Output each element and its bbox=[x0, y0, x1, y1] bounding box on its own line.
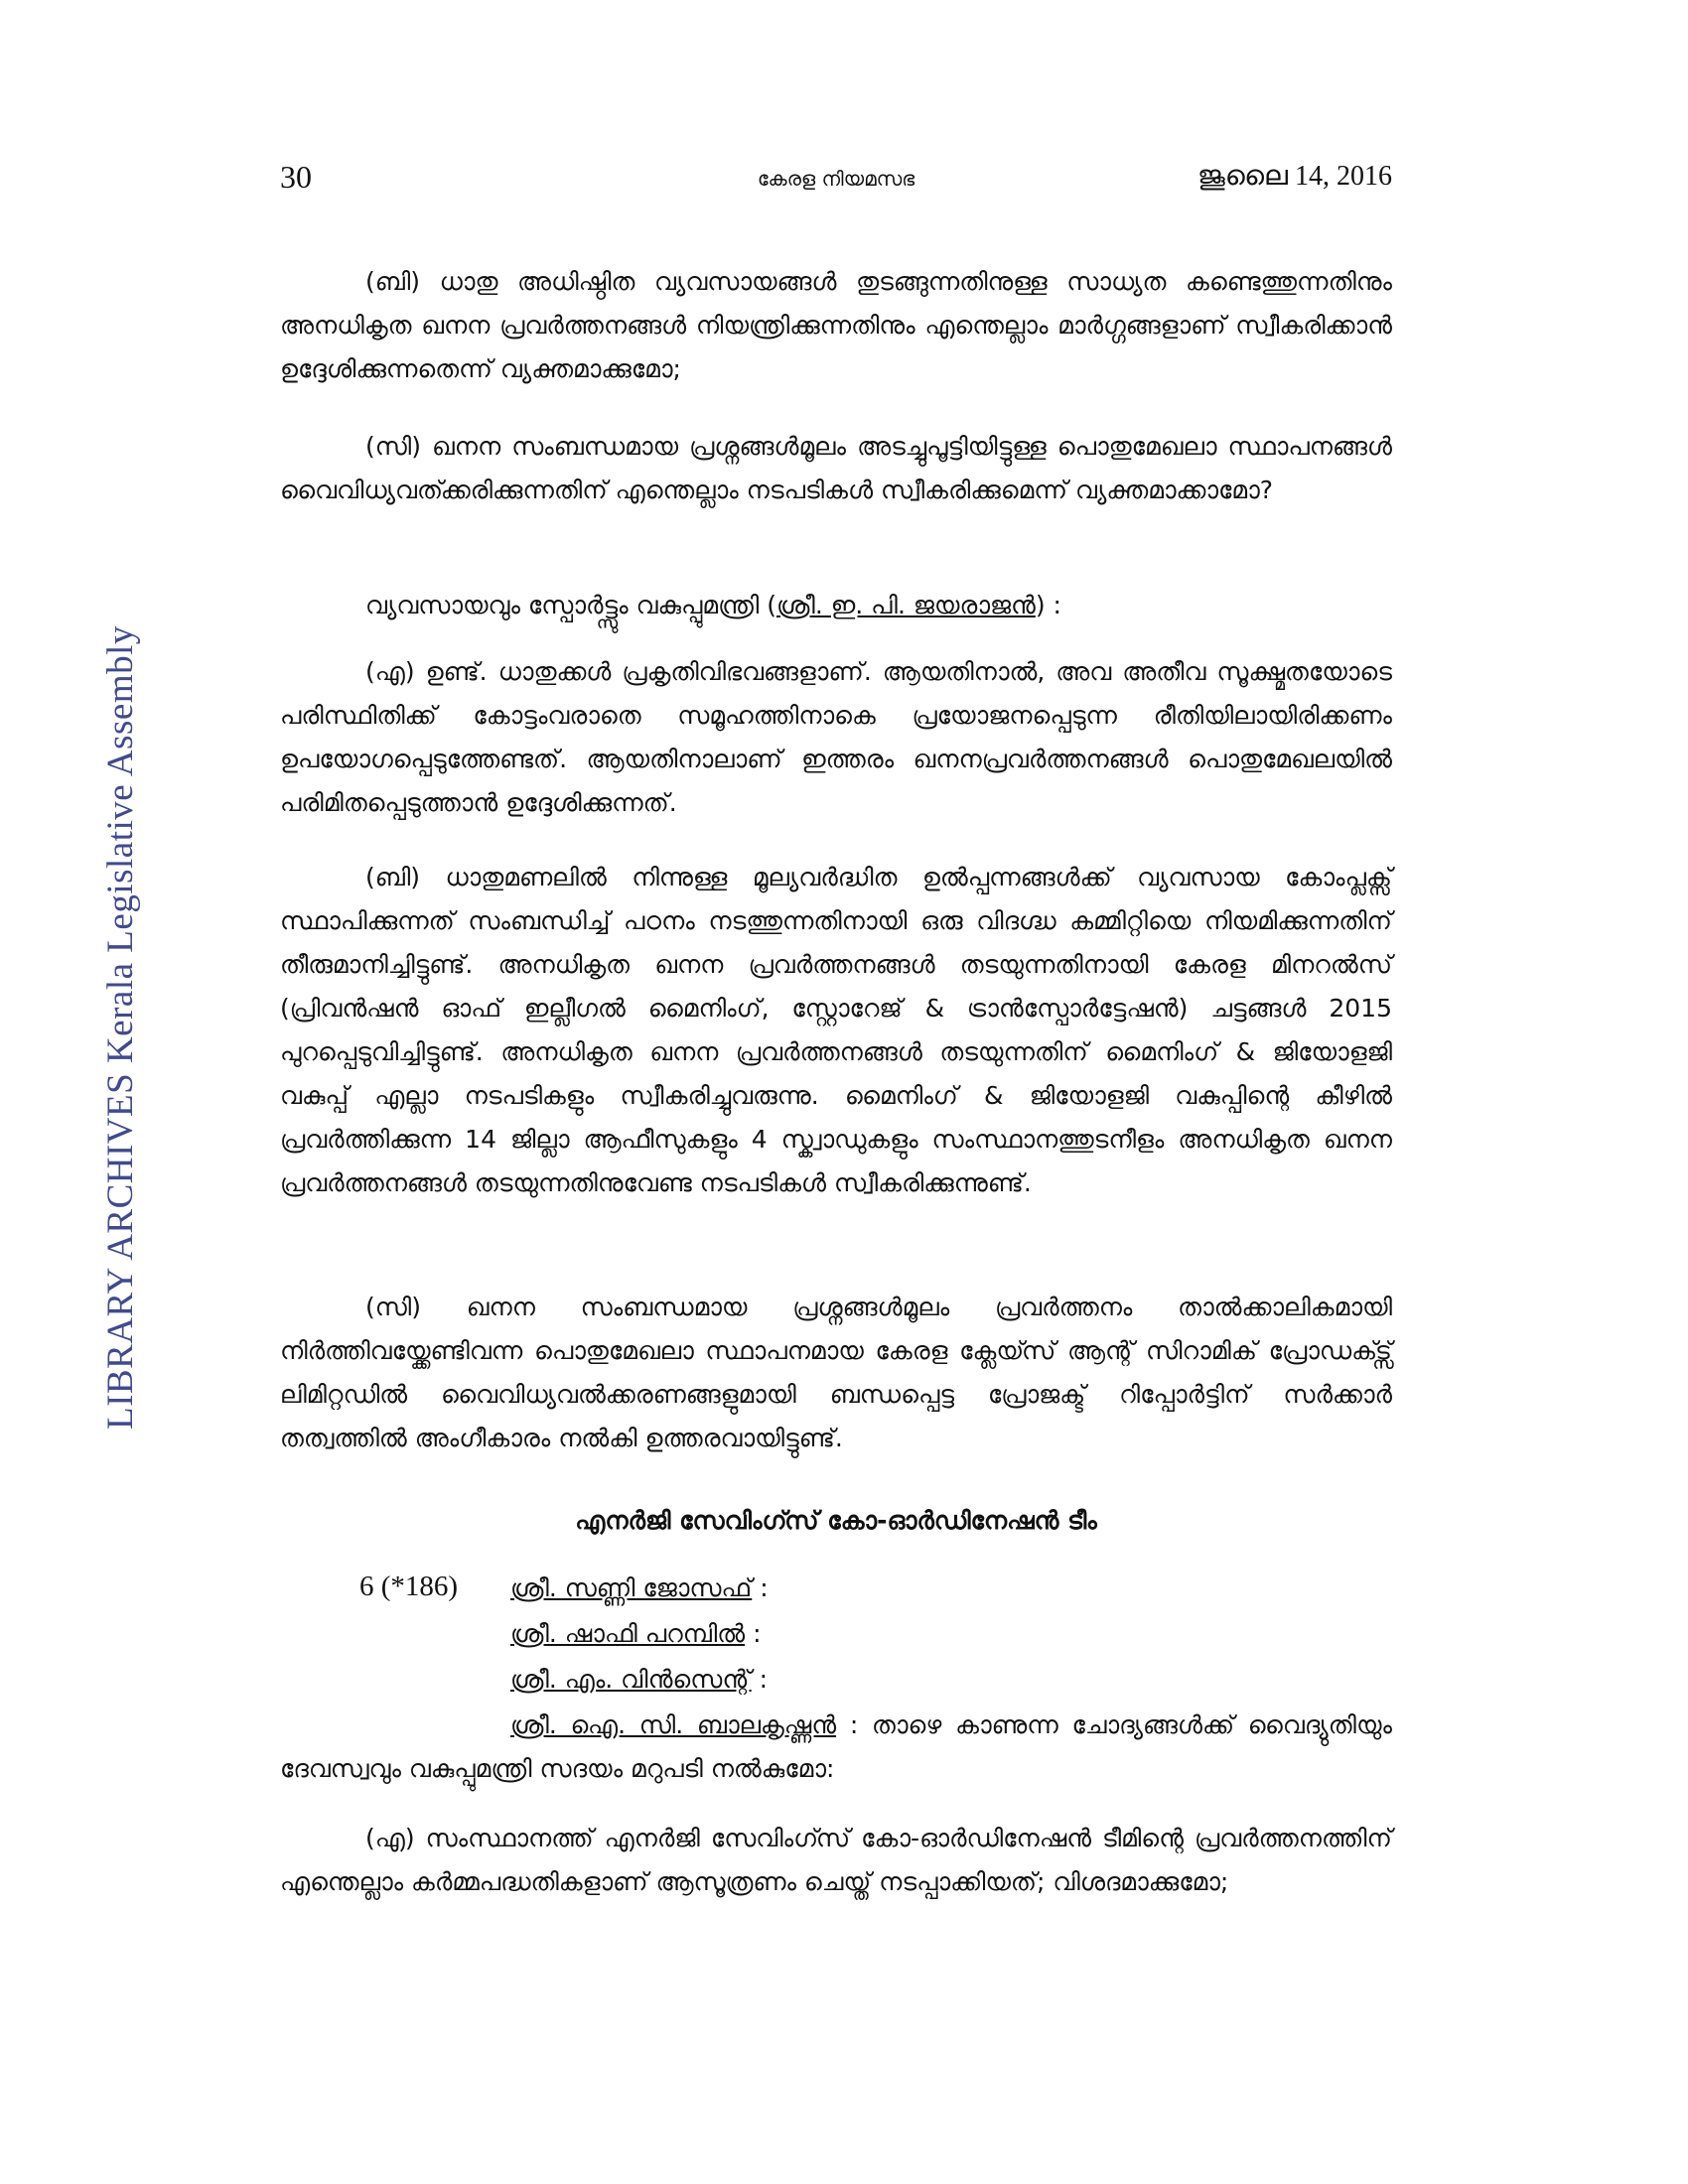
answer-part-a: (എ) ഉണ്ട്. ധാതുക്കൾ പ്രകൃതിവിഭവങ്ങളാണ്. ആയതിനാൽ, അവ അതീവ സൂക്ഷ്മതയോടെ പരിസ്ഥിതിക്ക് കോട്ടംവരാതെ സമൂഹത്തിനാകെ പ്രയോജനപ്പെടുന്ന രീതിയിലായിരിക്കണം ഉപയോഗപ്പെടുത്തേണ്ടത്. ആയതിനാലാണ് ഇത്തരം ഖനനപ്രവർത്തനങ്ങൾ പൊതുമേഖലയിൽ പരിമിതപ്പെടുത്താൻ ഉദ്ദേശിക്കുന്നത്. bbox=[280, 657, 1392, 817]
answer-part-c: (സി) ഖനന സംബന്ധമായ പ്രശ്നങ്ങൾമൂലം പ്രവർത്തനം താൽക്കാലികമായി നിർത്തിവയ്ക്കേണ്ടിവന്ന പൊതുമേഖലാ സ്ഥാപനമായ കേരള ക്ലേയ്സ് ആന്റ് സിറാമിക് പ്രോഡക്ട്സ് ലിമിറ്റഡിൽ വൈവിധ്യവൽക്കരണങ്ങളുമായി ബന്ധപ്പെട്ട പ്രോജക്ട് റിപ്പോർട്ടിന് സർക്കാർ തത്വത്തിൽ അംഗീകാരം നൽകി ഉത്തരവായിട്ടുണ്ട്. bbox=[280, 1293, 1392, 1452]
answer-part-b: (ബി) ധാതുമണലിൽ നിന്നുള്ള മൂല്യവർദ്ധിത ഉൽപ്പന്നങ്ങൾക്ക് വ്യവസായ കോംപ്ലക്സ് സ്ഥാപിക്കുന്നത് സംബന്ധിച്ച് പഠനം നടത്തുന്നതിനായി ഒരു വിദഗ്ദ്ധ കമ്മിറ്റിയെ നിയമിക്കുന്നതിന് തീരുമാനിച്ചിട്ടുണ്ട്. അനധികൃത ഖനന പ്രവർത്തനങ്ങൾ തടയുന്നതിനായി കേരള മിനറൽസ് (പ്രിവൻഷൻ ഓഫ് ഇല്ലീഗൽ മൈനിംഗ്, സ്റ്റോറേജ് & ട്രാൻസ്പോർട്ടേഷൻ) ചട്ടങ്ങൾ 2015 പുറപ്പെടുവിച്ചിട്ടുണ്ട്. അനധികൃത ഖനന പ്രവർത്തനങ്ങൾ തടയുന്നതിന് മൈനിംഗ് & ജിയോളജി വകുപ്പ് എല്ലാ നടപടികളും സ്വീകരിച്ചുവരുന്നു. മൈനിംഗ് & ജിയോളജി വകുപ്പിന്റെ കീഴിൽ പ്രവർത്തിക്കുന്ന 14 ജില്ലാ ആഫീസുകളും 4 സ്ക്വാഡുകളും സംസ്ഥാനത്തുടനീളം അനധികൃത ഖനന പ്രവർത്തനങ്ങൾ തടയുന്നതിനുവേണ്ട നടപടികൾ സ്വീകരിക്കുന്നുണ്ട്. bbox=[280, 863, 1392, 1197]
question-intro bbox=[280, 1704, 1392, 1791]
question-intro-text: : താഴെ കാണുന്ന ചോദ്യങ്ങൾക്ക് വൈദ്യുതിയും ദേവസ്വവും വകുപ്പുമന്ത്രി സദയം മറുപടി നൽകുമോ: bbox=[280, 1710, 1392, 1783]
member-1: ശ്രീ. സണ്ണി ജോസഫ് : bbox=[510, 1573, 769, 1602]
section-heading: എനർജി സേവിംഗ്സ് കോ-ഓർഡിനേഷൻ ടീം bbox=[575, 1506, 1097, 1535]
header-date: ജൂലൈ 14, 2016 bbox=[1196, 161, 1392, 192]
member-name: ശ്രീ. സണ്ണി ജോസഫ് bbox=[510, 1573, 753, 1602]
member-name: ശ്രീ. എം. വിൻസെന്റ് bbox=[510, 1665, 752, 1694]
header-title: കേരള നിയമസഭ bbox=[757, 167, 915, 191]
last-member-name: ശ്രീ. ഐ. സി. ബാലകൃഷ്ണൻ bbox=[510, 1710, 837, 1739]
minister-title: വ്യവസായവും സ്പോർട്ട്സും വകുപ്പുമന്ത്രി ( bbox=[365, 591, 776, 619]
question-part-c: (സി) ഖനന സംബന്ധമായ പ്രശ്നങ്ങൾമൂലം അടച്ചുപൂട്ടിയിട്ടുള്ള പൊതുമേഖലാ സ്ഥാപനങ്ങൾ വൈവിധ്യവത്ക്കരിക്കുന്നതിന് എന്തെല്ലാം നടപടികൾ സ്വീകരിക്കുമെന്ന് വ്യക്തമാക്കാമോ? bbox=[280, 432, 1392, 504]
question-number: 6 (*186) bbox=[359, 1570, 459, 1602]
member-name: ശ്രീ. ഷാഫി പറമ്പിൽ bbox=[510, 1619, 746, 1648]
watermark-text: LIBRARY ARCHIVES Kerala Legislative Assembly bbox=[100, 625, 141, 1430]
question-part-b: (ബി) ധാതു അധിഷ്ഠിത വ്യവസായങ്ങൾ തുടങ്ങുന്നതിനുള്ള സാധ്യത കണ്ടെത്തുന്നതിനും അനധികൃത ഖനന പ്രവർത്തനങ്ങൾ നിയന്ത്രിക്കുന്നതിനും എന്തെല്ലാം മാർഗ്ഗങ്ങളാണ് സ്വീകരിക്കാൻ ഉദ്ദേശിക്കുന്നതെന്ന് വ്യക്തമാക്കുമോ; bbox=[280, 267, 1392, 383]
member-2: ശ്രീ. ഷാഫി പറമ്പിൽ : bbox=[510, 1619, 762, 1648]
page-header bbox=[280, 159, 1392, 208]
member-3: ശ്രീ. എം. വിൻസെന്റ് : bbox=[510, 1665, 769, 1694]
minister-suffix: ) : bbox=[1035, 591, 1061, 619]
minister-line bbox=[365, 584, 1392, 627]
minister-name: ശ്രീ. ഇ. പി. ജയരാജൻ bbox=[775, 591, 1036, 619]
question2-part-a: (എ) സംസ്ഥാനത്ത് എനർജി സേവിംഗ്സ് കോ-ഓർഡിനേഷൻ ടീമിന്റെ പ്രവർത്തനത്തിന് എന്തെല്ലാം കർമ്മപദ്ധതികളാണ് ആസൂത്രണം ചെയ്ത് നടപ്പാക്കിയത്; വിശദമാക്കുമോ; bbox=[280, 1824, 1392, 1896]
page-number: 30 bbox=[280, 159, 312, 195]
